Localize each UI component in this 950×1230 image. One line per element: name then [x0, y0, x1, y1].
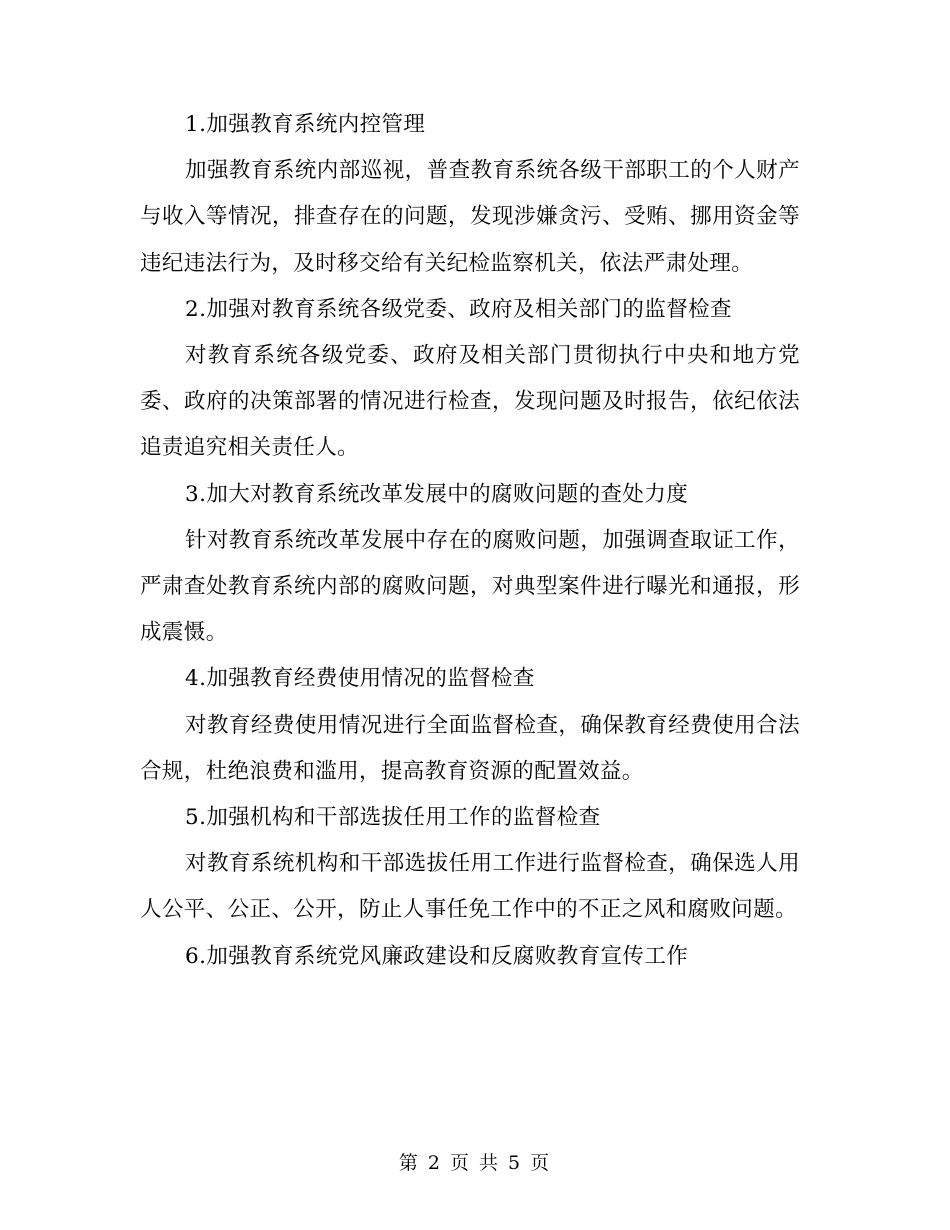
- section-paragraph: 加强教育系统内部巡视，普查教育系统各级干部职工的个人财产与收入等情况，排查存在的问题，发现涉嫌贪污、受贿、挪用资金等违纪违法行为，及时移交给有关纪检监察机关，依法严肃处理。: [140, 158, 800, 276]
- section-heading: 5.加强机构和干部选拔任用工作的监督检查: [185, 805, 601, 831]
- section-heading: 4.加强教育经费使用情况的监督检查: [185, 666, 535, 692]
- section-paragraph: 对教育经费使用情况进行全面监督检查，确保教育经费使用合法合规，杜绝浪费和滥用，提高教育资源的配置效益。: [140, 712, 800, 784]
- section-heading: 6.加强教育系统党风廉政建设和反腐败教育宣传工作: [185, 943, 689, 969]
- section-heading: 3.加大对教育系统改革发展中的腐败问题的查处力度: [185, 481, 689, 507]
- section-heading: 2.加强对教育系统各级党委、政府及相关部门的监督检查: [185, 296, 732, 322]
- page-number-footer: 第 2 页 共 5 页: [398, 1152, 552, 1174]
- document-body: [140, 102, 800, 980]
- section-heading: 1.加强教育系统内控管理: [185, 112, 426, 137]
- section-paragraph: 针对教育系统改革发展中存在的腐败问题，加强调查取证工作，严肃查处教育系统内部的腐败问题，对典型案件进行曝光和通报，形成震慑。: [140, 527, 800, 646]
- section-paragraph: 对教育系统各级党委、政府及相关部门贯彻执行中央和地方党委、政府的决策部署的情况进行检查，发现问题及时报告，依纪依法追责追究相关责任人。: [140, 343, 800, 461]
- section-paragraph: 对教育系统机构和干部选拔任用工作进行监督检查，确保选人用人公平、公正、公开，防止人事任免工作中的不正之风和腐败问题。: [140, 851, 800, 923]
